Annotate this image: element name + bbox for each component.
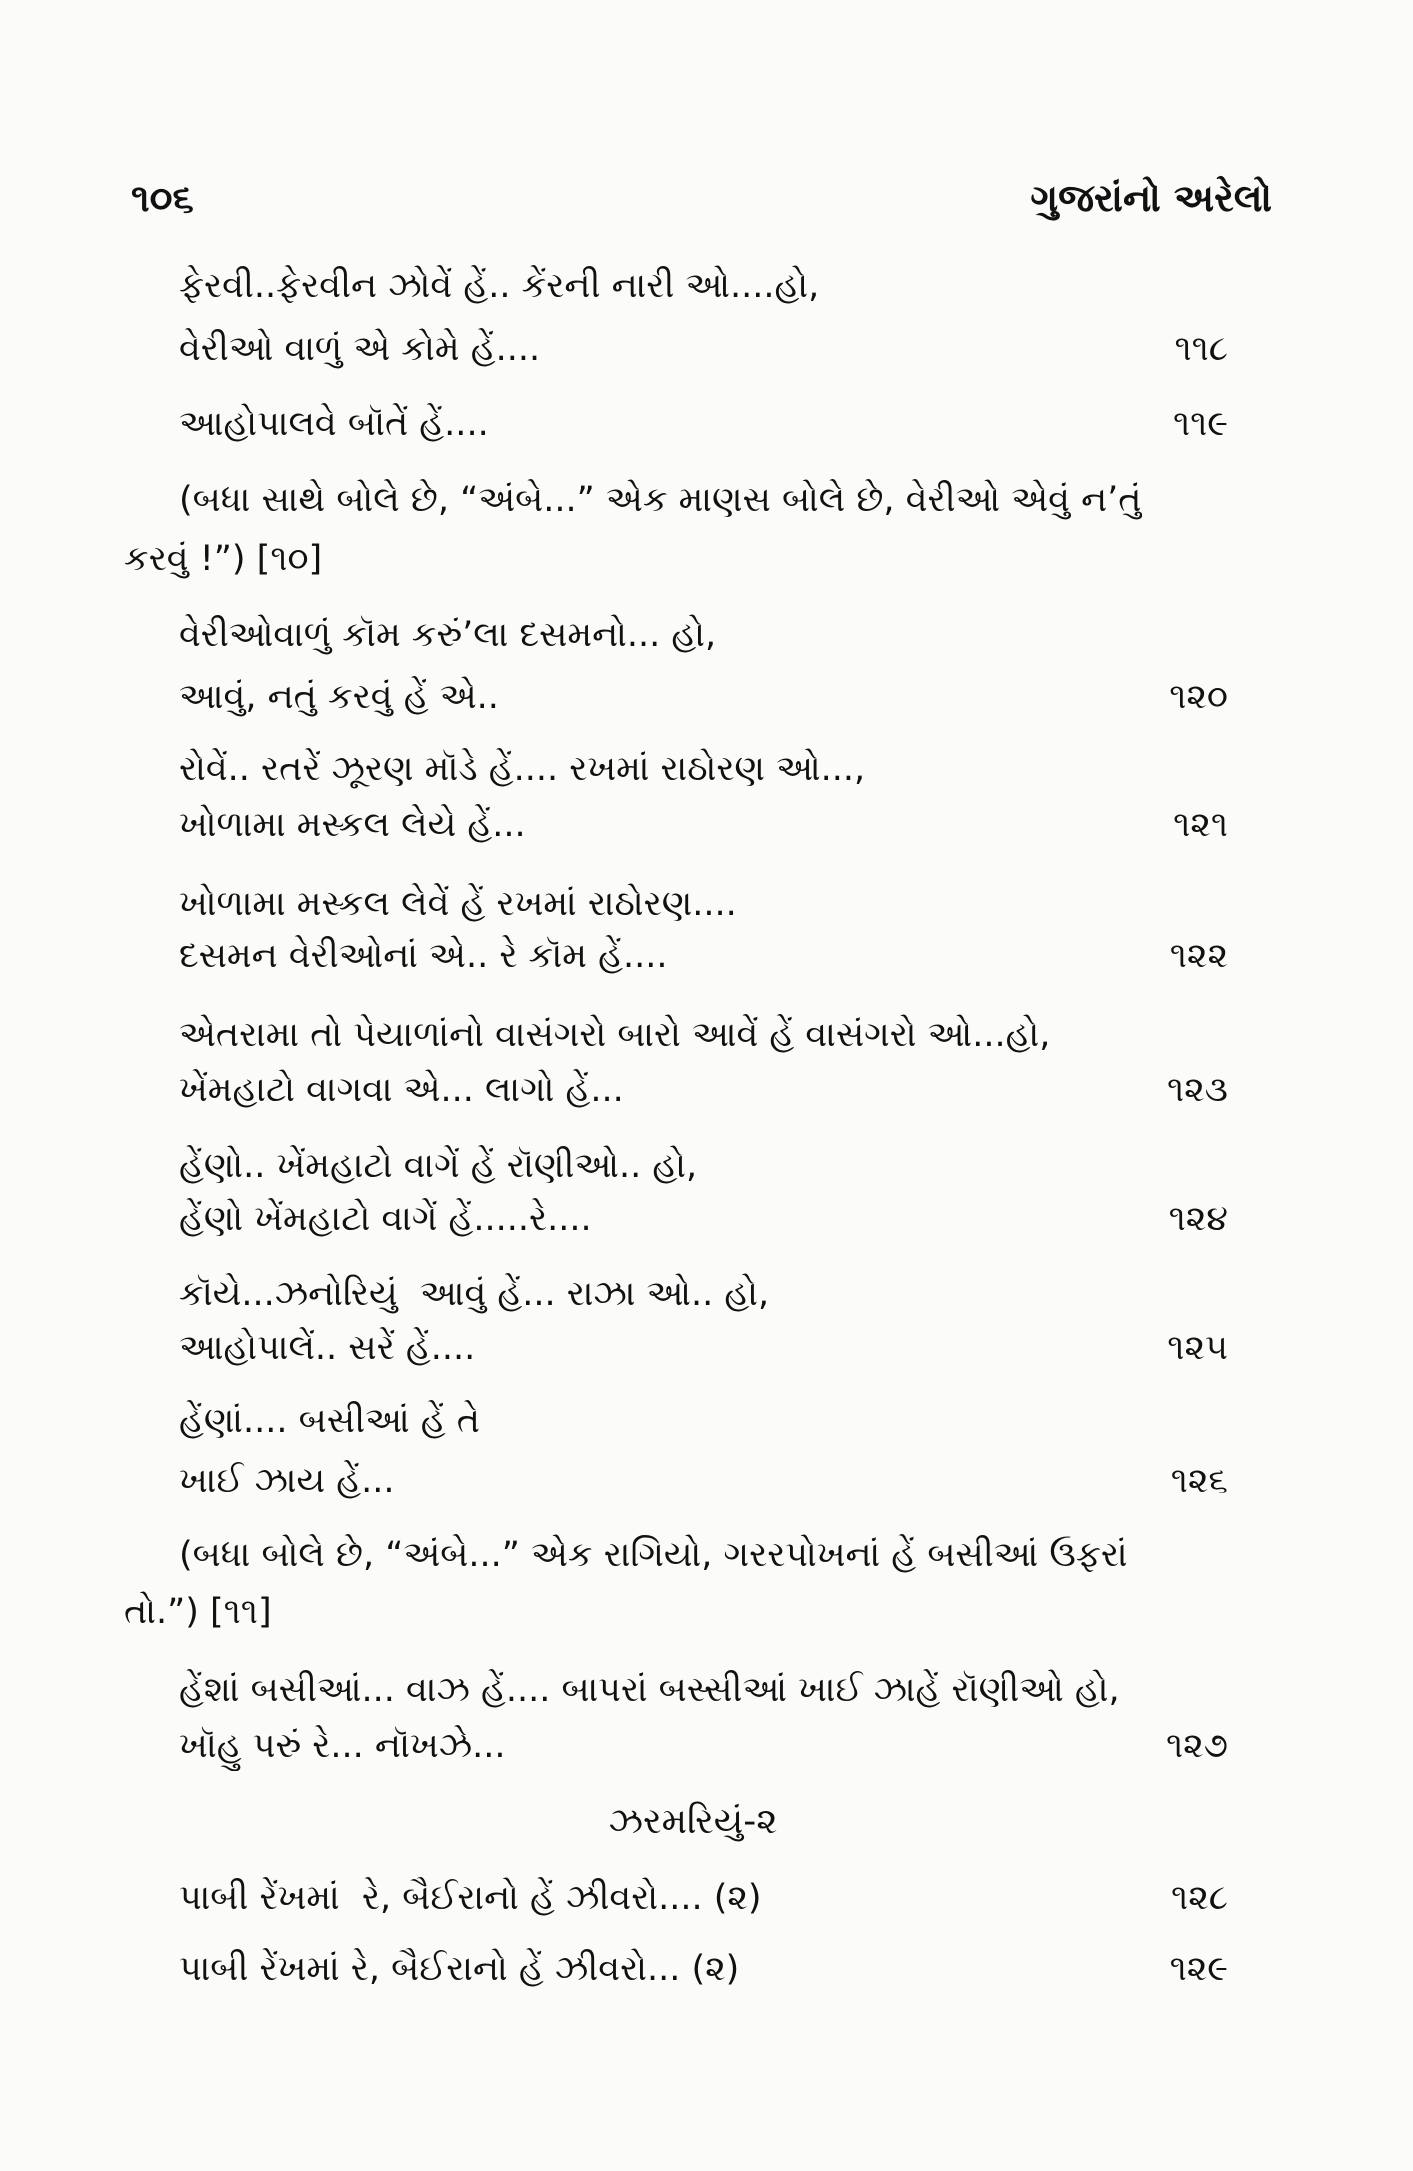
stage-direction-line [0, 1530, 1413, 1580]
verse-line [0, 1873, 1413, 1923]
stage-direction-text: કરવું !”) [૧૦] [124, 539, 323, 579]
stage-direction-line [0, 1587, 1413, 1637]
verse-text: ખોળામા મસ્કલ લેવેં હેં રખમાં રાઠોરણ.... [179, 884, 737, 924]
verse-line [0, 744, 1413, 794]
verse-number: ૧૨૫ [1167, 1328, 1228, 1368]
verse-text: પાબી રેંખમાં રે, બૈઈરાનો હેં ઝીવરો.... (૨) [179, 1878, 762, 1918]
verse-text: હેંણો.. ખેંમહાટો વાગેં હેં રૉણીઓ.. હો, [179, 1146, 698, 1186]
section-heading: ઝરમરિયું-૨ [608, 1801, 778, 1842]
verse-line [0, 879, 1413, 929]
verse-number: ૧૧૯ [1172, 404, 1228, 444]
verse-line [0, 1194, 1413, 1244]
verse-text: ખાઈ ઝાય હેં... [179, 1461, 395, 1501]
verse-text: આવું, નતું કરવું હેં એ.. [179, 677, 499, 717]
verse-text: ખૉહુ પરું રે... નૉખઝે... [179, 1726, 506, 1766]
verse-text: વેરીઓ વાળું એ કોમે હેં.... [179, 329, 541, 369]
verse-number: ૧૨૬ [1170, 1461, 1228, 1501]
verse-line [0, 1721, 1413, 1771]
verse-text: દસમન વેરીઓનાં એ.. રે કૉમ હેં.... [179, 936, 668, 976]
verse-line [0, 399, 1413, 449]
verse-text: આહોપાલેં.. સરેં હેં.... [179, 1328, 476, 1368]
verse-line [0, 324, 1413, 374]
stage-direction-line [0, 475, 1413, 525]
verse-number: ૧૨૮ [1171, 1878, 1228, 1918]
verse-number: ૧૨૧ [1173, 805, 1228, 845]
stage-direction-text: (બધા બોલે છે, “અંબે...” એક રાગિયો, ગરરપોખનાં હેં બસીઆં ઉફરાં [179, 1535, 1128, 1575]
verse-line [0, 1010, 1413, 1060]
verse-line [0, 1141, 1413, 1191]
verse-text: પાબી રેંખમાં રે, બૈઈરાનો હેં ઝીવરો... (૨) [179, 1949, 740, 1989]
verse-text: કૉયે...ઝનોરિયું આવું હેં... રાઝા ઓ.. હો, [179, 1274, 770, 1314]
verse-line [0, 800, 1413, 850]
verse-text: રોવેં.. રતરેં ઝૂરણ મૉડે હેં.... રખમાં રાઠોરણ ઓ..., [179, 749, 866, 789]
verse-number: ૧૨૦ [1169, 677, 1228, 717]
verse-text: એતરામા તો પેયાળાંનો વાસંગરો બારો આવેં હેં વાસંગરો ઓ...હો, [179, 1015, 1051, 1055]
verse-line [0, 1396, 1413, 1446]
verse-line [0, 1269, 1413, 1319]
verse-line [0, 672, 1413, 722]
verse-text: ખેંમહાટો વાગવા એ... લાગો હેં... [179, 1070, 624, 1110]
verse-text: વેરીઓવાળું કૉમ કરું’લા દસમનો... હો, [179, 615, 717, 655]
page-header [0, 170, 1413, 226]
verse-line [0, 1065, 1413, 1115]
verse-line [0, 1665, 1413, 1715]
verse-number: ૧૧૮ [1174, 329, 1228, 369]
verse-number: ૧૨૯ [1169, 1949, 1228, 1989]
running-title: ગુજરાંનો અરેલો [1030, 176, 1272, 220]
verse-text: હેંશાં બસીઆં... વાઝ હેં.... બાપરાં બસ્સીઆં ખાઈ ઝાહેં રૉણીઓ હો, [179, 1670, 1120, 1710]
verse-line [0, 931, 1413, 981]
verse-line [0, 1323, 1413, 1373]
verse-number: ૧૨૩ [1166, 1070, 1228, 1110]
verse-number: ૧૨૪ [1168, 1199, 1228, 1239]
stage-direction-text: (બધા સાથે બોલે છે, “અંબે...” એક માણસ બોલે છે, વેરીઓ એવું ન’તું [179, 480, 1142, 520]
verse-line [0, 610, 1413, 660]
verse-line [0, 1944, 1413, 1994]
verse-text: ખોળામા મસ્કલ લેયે હેં... [179, 805, 526, 845]
verse-text: હેંણાં.... બસીઆં હેં તે [179, 1401, 480, 1441]
verse-text: આહોપાલવે બૉતેં હેં.... [179, 404, 489, 444]
verse-number: ૧૨૨ [1169, 936, 1228, 976]
page-number: ૧૦૬ [131, 176, 194, 220]
verse-number: ૧૨૭ [1165, 1726, 1228, 1766]
verse-line [0, 261, 1413, 311]
verse-line [0, 1456, 1413, 1506]
stage-direction-line [0, 534, 1413, 584]
verse-text: ફેરવી..ફેરવીન ઝોવેં હેં.. કેંરની નારી ઓ....હો, [179, 266, 820, 306]
stage-direction-text: તો.”) [૧૧] [124, 1592, 272, 1632]
verse-text: હેંણો ખેંમહાટો વાગેં હેં.....રે.... [179, 1199, 592, 1239]
